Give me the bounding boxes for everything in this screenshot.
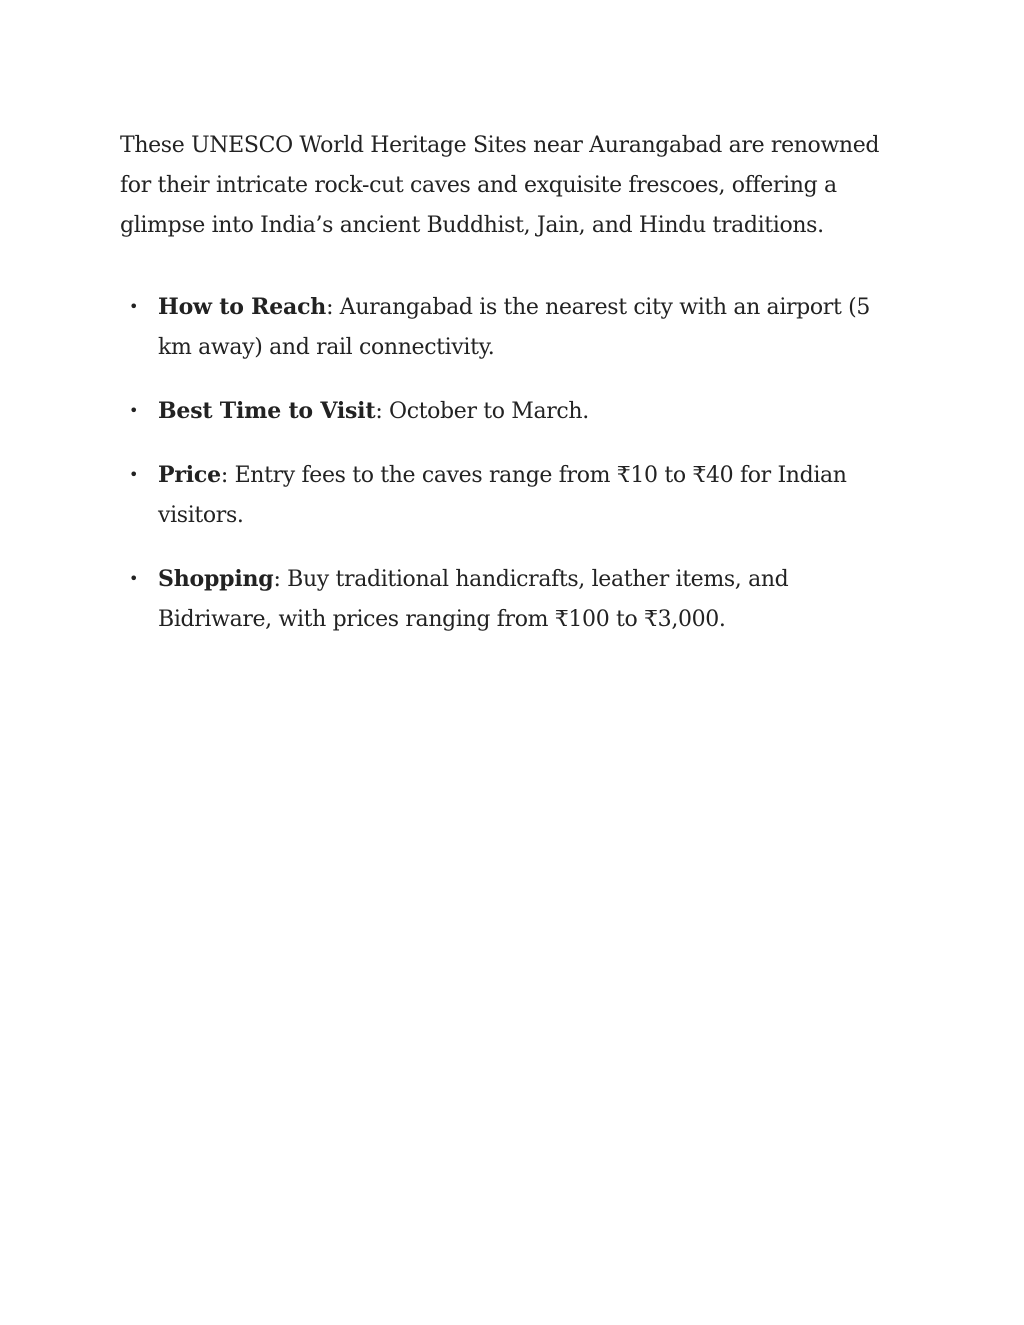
list-item-shopping (120, 559, 900, 640)
fact-text: : Entry fees to the caves range from ₹10 to ₹40 for Indian visitors. (158, 463, 847, 528)
fact-text: : October to March. (375, 399, 589, 424)
intro-paragraph: These UNESCO World Heritage Sites near Aurangabad are renowned for their intricate rock-cut caves and exquisite frescoes, offering a glimpse into India’s ancient Buddhist, Jain, and Hindu traditions. (120, 133, 880, 238)
fact-text: : Aurangabad is the nearest city with an airport (5 km away) and rail connectivity. (158, 295, 870, 360)
fact-text: : Buy traditional handicrafts, leather items, and Bidriware, with prices ranging from ₹100 to ₹3,000. (158, 567, 789, 632)
fact-label: Price (158, 462, 221, 488)
bullet-icon: • (129, 297, 139, 316)
fact-label: Shopping (158, 566, 274, 592)
fact-label: Best Time to Visit (158, 398, 376, 424)
list-item-best-time (120, 391, 900, 432)
list-item-how-to-reach (120, 287, 900, 368)
list-item-price (120, 455, 900, 536)
document-page (120, 126, 900, 663)
bullet-icon: • (129, 569, 139, 588)
travel-facts-list (120, 287, 900, 640)
bullet-icon: • (129, 465, 139, 484)
bullet-icon: • (129, 401, 139, 420)
fact-label: How to Reach (158, 294, 327, 320)
